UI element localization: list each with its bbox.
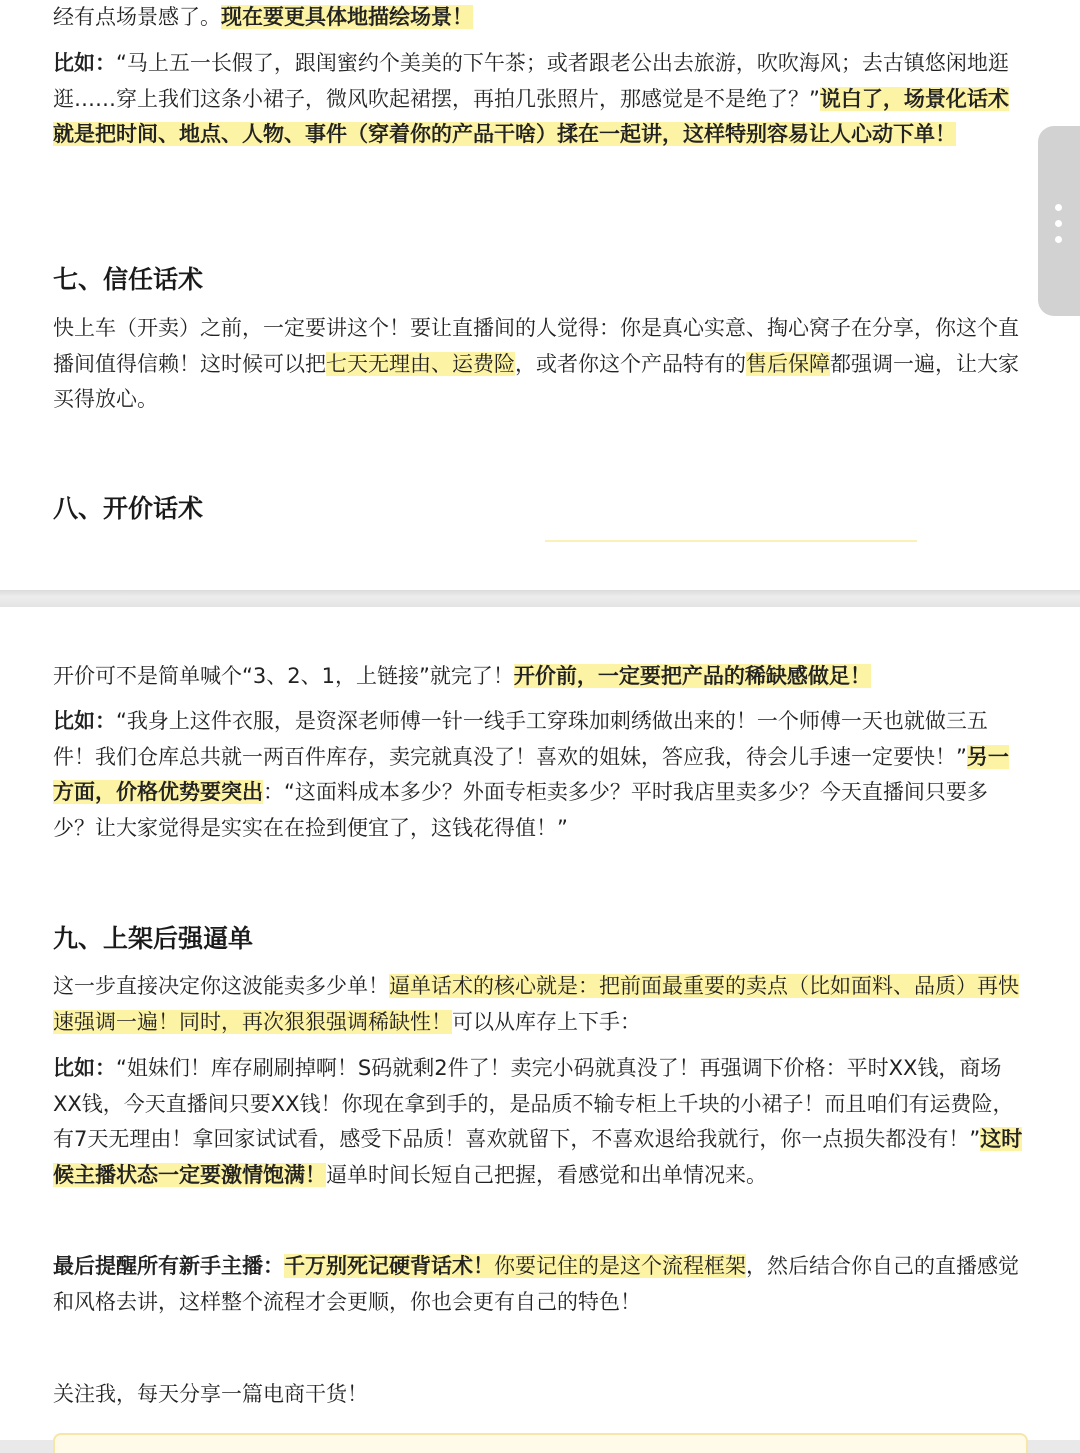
content-card-bottom	[0, 607, 1080, 1440]
section8-paragraph-2	[53, 704, 1028, 846]
section9-p2-highlight: 这时候主播状态一定要激情饱满！	[53, 1127, 1023, 1187]
decorative-underline	[545, 540, 917, 542]
section8-paragraph-1	[53, 659, 1028, 695]
section7-highlight-b: 售后保障	[746, 351, 830, 376]
closing-text: ，然后结合你自己的直播感觉和风格去讲，这样整个流程才会更顺，你也会更有自己的特色！	[53, 1254, 1019, 1314]
section7-text-b: ，或者你这个产品特有的	[515, 351, 746, 376]
closing-highlight: 你要记住的是这个流程框架	[494, 1254, 746, 1278]
example-label: 比如：	[53, 709, 116, 733]
follow-line: 关注我，每天分享一篇电商干货！	[53, 1382, 368, 1406]
scene-intro-paragraph	[53, 0, 1028, 36]
section7-paragraph	[53, 311, 1028, 418]
example-label: 比如：	[53, 1056, 116, 1080]
section9-paragraph-1	[53, 969, 1028, 1040]
section9-p2-text: “姐妹们！库存刷刷掉啊！S码就剩2件了！卖完小码就真没了！再强调下价格：平时XX钱，商场XX钱，今天直播间只要XX钱！你现在拿到手的，是品质不输专柜上千块的小裙子！而且咱们有运费险，有7天无理由！拿回家试试看，感受下品质！喜欢就留下，不喜欢退给我就行，你一点损失都没有！”	[53, 1056, 1014, 1151]
section7-text-a: 快上车（开卖）之前，一定要讲这个！要让直播间的人觉得：你是真心实意、掏心窝子在分享，你这个直播间值得信赖！这时候可以把	[53, 316, 1019, 376]
card-separator	[0, 590, 1080, 607]
section9-p1-highlight: 逼单话术的核心就是：把前面最重要的卖点（比如面料、品质）再快速强调一遍！同时，再次狠狠强调稀缺性！	[53, 974, 1019, 1034]
section7-title: 七、信任话术	[53, 265, 204, 294]
more-dot-icon	[1055, 236, 1062, 243]
section8-p2-text: “我身上这件衣服，是资深老师傅一针一线手工穿珠加刺绣做出来的！一个师傅一天也就做三五件！我们仓库总共就一两百件库存，卖完就真没了！喜欢的姐妹，答应我，待会儿手速一定要快！”	[53, 709, 988, 769]
closing-label: 最后提醒所有新手主播：	[53, 1254, 284, 1278]
example-label: 比如：	[53, 51, 116, 75]
section8-title: 八、开价话术	[53, 494, 204, 523]
scene-intro-text: 经有点场景感了。	[53, 5, 221, 29]
section8-p2-text2: ：“这面料成本多少？外面专柜卖多少？平时我店里卖多少？今天直播间只要多少？让大家觉得是实实在在捡到便宜了，这钱花得值！”	[53, 780, 988, 840]
section7-highlight-a: 七天无理由、运费险	[326, 351, 515, 376]
closing-highlight-bold: 千万别死记硬背话术！	[284, 1254, 494, 1278]
section9-p1-text2: 可以从库存上下手：	[452, 1009, 641, 1034]
more-dot-icon	[1055, 220, 1062, 227]
section9-p2-text2: 逼单时间长短自己把握，看感觉和出单情况来。	[326, 1162, 767, 1187]
section8-p1-text: 开价可不是简单喊个“3、2、1，上链接”就完了！	[53, 664, 514, 688]
closing-paragraph	[53, 1249, 1028, 1320]
section8-p1-highlight: 开价前，一定要把产品的稀缺感做足！	[513, 664, 871, 688]
section9-p1-text: 这一步直接决定你这波能卖多少单！	[53, 974, 389, 998]
content-card-top	[0, 0, 1080, 590]
scene-conclusion-highlight: 说白了，场景化话术就是把时间、地点、人物、事件（穿着你的产品干啥）揉在一起讲，这样特别容易让人心动下单！	[53, 86, 1009, 146]
section9-paragraph-2	[53, 1051, 1028, 1193]
bottom-callout-box	[53, 1433, 1028, 1453]
scene-example-text: “马上五一长假了，跟闺蜜约个美美的下午茶；或者跟老公出去旅游，吹吹海风；去古镇悠闲地逛逛……穿上我们这条小裙子，微风吹起裙摆，再拍几张照片，那感觉是不是绝了？”	[53, 51, 1009, 111]
section8-p2-highlight: 另一方面，价格优势要突出	[53, 744, 1009, 804]
section9-title: 九、上架后强逼单	[53, 924, 254, 953]
side-menu-handle[interactable]	[1038, 126, 1080, 316]
section7-text-c: 都强调一遍，让大家买得放心。	[53, 351, 1019, 411]
more-dot-icon	[1055, 204, 1062, 211]
scene-example-paragraph	[53, 46, 1028, 153]
scene-intro-highlight: 现在要更具体地描绘场景！	[221, 5, 473, 29]
